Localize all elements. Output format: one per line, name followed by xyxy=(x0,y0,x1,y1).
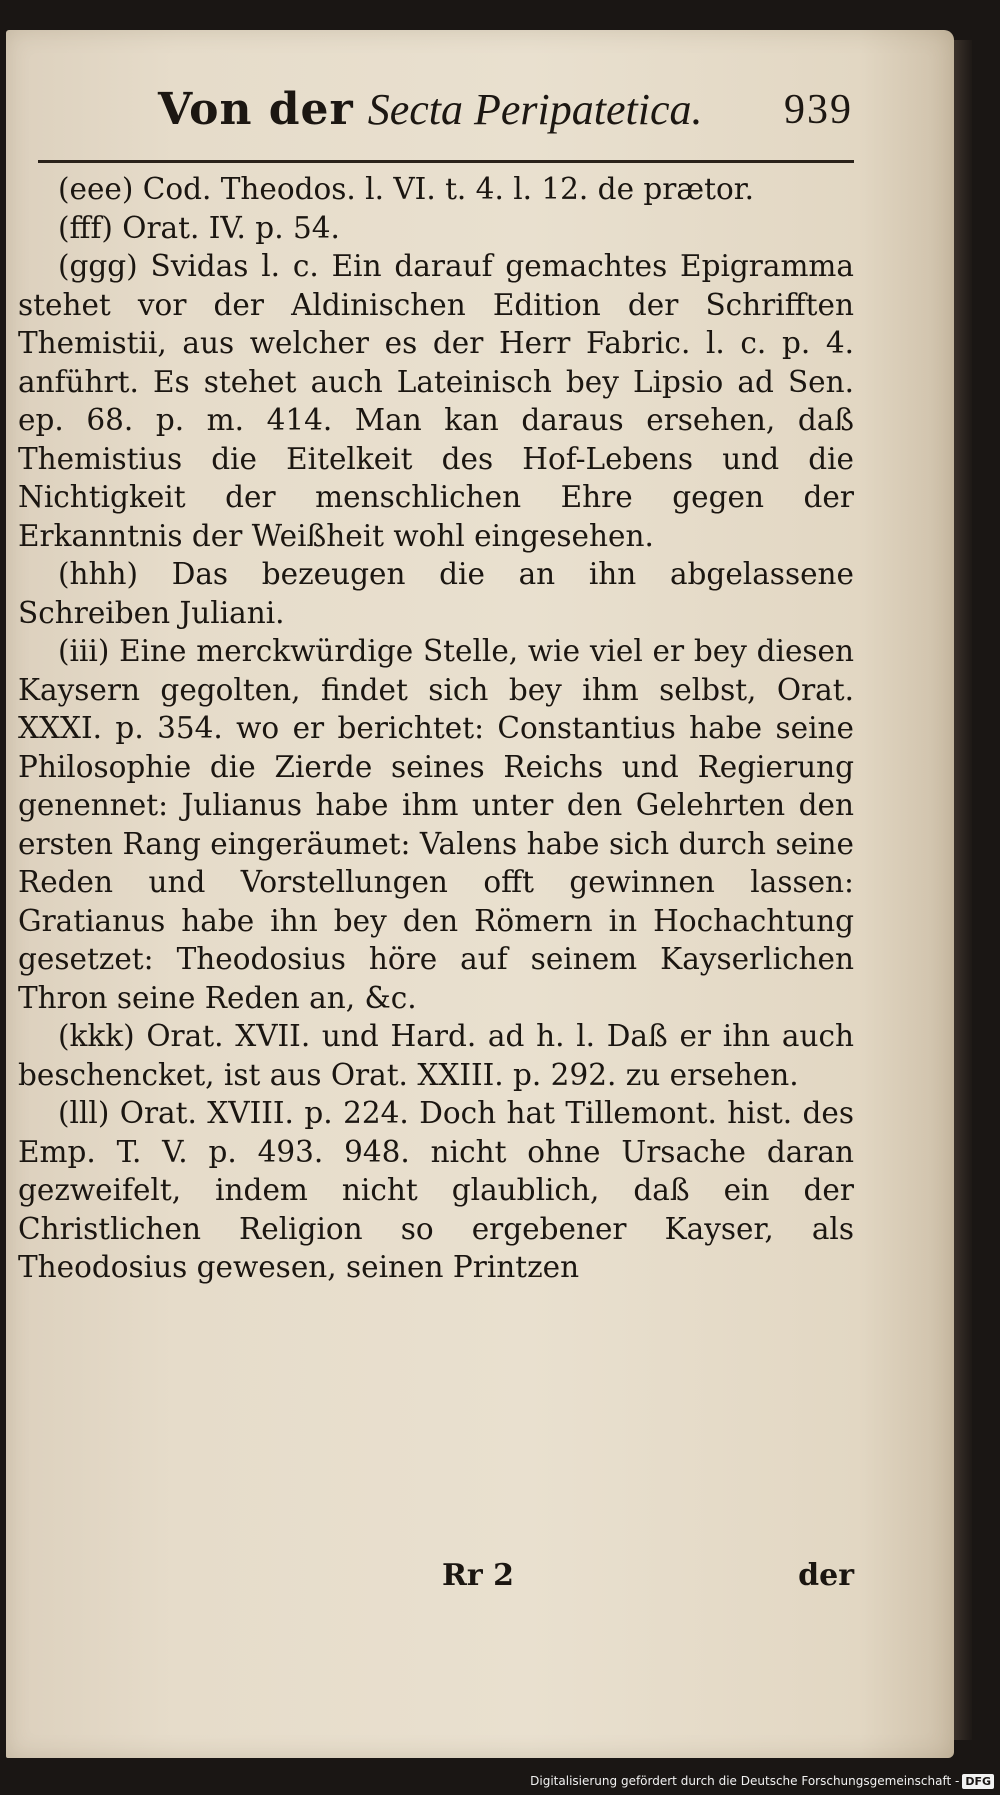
footnote-hhh: (hhh) Das bezeugen die an ihn abgelassene Schreiben Juliani. xyxy=(18,557,854,630)
page-edge-shadow xyxy=(954,40,972,1740)
footnote-fff: (fff) Orat. IV. p. 54. xyxy=(58,210,340,245)
footnotes-block xyxy=(18,170,854,1287)
dfg-logo-icon: DFG xyxy=(962,1774,994,1789)
running-title-fraktur: Von der xyxy=(158,84,354,135)
footnote-iii: (iii) Eine merckwürdige Stelle, wie viel er bey diesen Kaysern gegolten, findet sich bey ihm selbst, Orat. XXXI. p. 354. wo er berichtet: Constantius habe seine Philosophie die Zierde seines Reichs und Regierung genennet: Julianus habe ihm unter den Gelehrten den ersten Rang eingeräumet: Valens habe sich durch seine Reden und Vorstellungen offt gewinnen lassen: Gratianus habe ihn bey den Römern in Hochachtung gesetzet: Theodosius höre auf seinem Kayserlichen Thron seine Reden an, &c. xyxy=(18,634,854,1015)
running-title-latin: Secta Peripatetica. xyxy=(367,85,703,134)
page-footer xyxy=(18,1558,854,1598)
footnote-kkk: (kkk) Orat. XVII. und Hard. ad h. l. Daß er ihn auch beschencket, ist aus Orat. XXIII. p. 292. zu ersehen. xyxy=(18,1019,854,1092)
page-header xyxy=(158,82,858,152)
credit-text: Digitalisierung gefördert durch die Deutsche Forschungsgemeinschaft - xyxy=(530,1774,960,1788)
footnote-lll: (lll) Orat. XVIII. p. 224. Doch hat Tillemont. hist. des Emp. T. V. p. 493. 948. nicht ohne Ursache daran gezweifelt, indem nicht glaublich, daß ein der Christlichen Religion so ergebener Kayser, als Theodosius gewesen, seinen Printzen xyxy=(18,1096,854,1284)
header-rule xyxy=(38,160,854,163)
footnote-ggg: (ggg) Svidas l. c. Ein darauf gemachtes Epigramma stehet vor der Aldinischen Edition der Schrifften Themistii, aus welcher es der Herr Fabric. l. c. p. 4. anführt. Es stehet auch Lateinisch bey Lipsio ad Sen. ep. 68. p. m. 414. Man kan daraus ersehen, daß Themistius die Eitelkeit des Hof-Lebens und die Nichtigkeit der menschlichen Ehre gegen der Erkanntnis der Weißheit wohl eingesehen. xyxy=(18,249,854,553)
page-number: 939 xyxy=(784,87,853,133)
footnote-eee: (eee) Cod. Theodos. l. VI. t. 4. l. 12. de prætor. xyxy=(58,172,754,206)
sheet-signature: Rr 2 xyxy=(442,1558,515,1593)
digitization-credit xyxy=(530,1771,994,1791)
catchword: der xyxy=(798,1558,854,1593)
running-title xyxy=(158,82,702,138)
